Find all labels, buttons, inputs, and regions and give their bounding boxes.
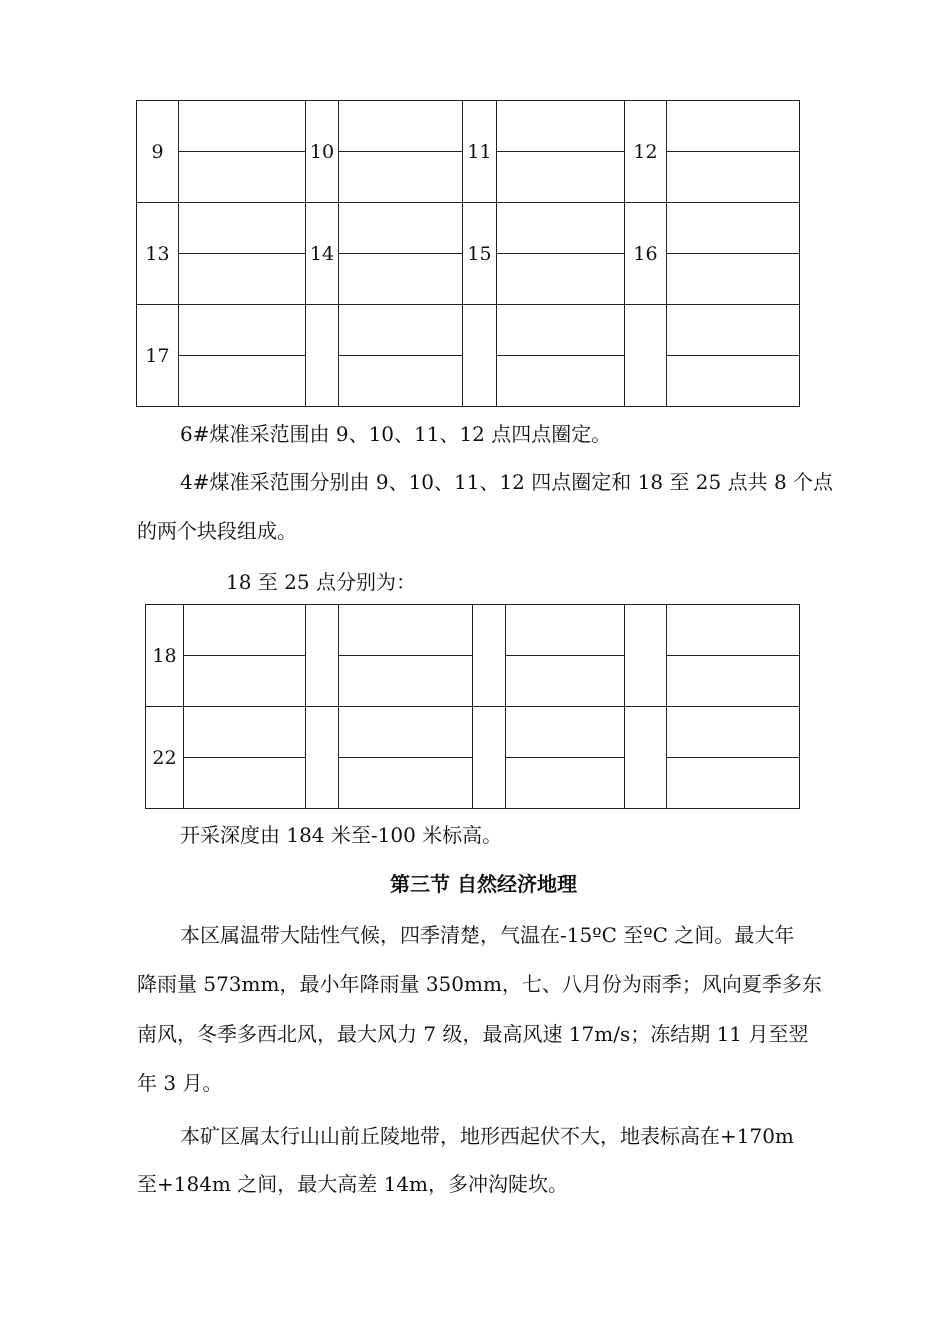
point-label <box>625 707 667 809</box>
y-coordinate-cell <box>667 356 800 407</box>
x-coordinate-cell <box>667 605 800 656</box>
point-label: 14 <box>306 203 339 305</box>
table-row <box>137 203 800 254</box>
y-coordinate-cell <box>339 152 463 203</box>
y-coordinate-cell <box>506 656 625 707</box>
y-coordinate-cell <box>184 656 306 707</box>
point-label: 10 <box>306 101 339 203</box>
y-coordinate-cell <box>339 254 463 305</box>
paragraph-points-intro: 18 至 25 点分别为： <box>226 570 416 594</box>
paragraph-mining-depth: 开采深度由 184 米至-100 米标高。 <box>180 823 503 847</box>
point-label <box>463 305 497 407</box>
x-coordinate-cell <box>667 203 800 254</box>
y-coordinate-cell <box>667 656 800 707</box>
point-label <box>473 605 506 707</box>
point-label: 11 <box>463 101 497 203</box>
paragraph-climate-line-4: 年 3 月。 <box>137 1071 223 1095</box>
y-coordinate-cell <box>667 152 800 203</box>
x-coordinate-cell <box>339 101 463 152</box>
table-row <box>146 605 800 656</box>
paragraph-terrain-line-1: 本矿区属太行山山前丘陵地带，地形西起伏不大，地表标高在+170m <box>180 1124 794 1148</box>
y-coordinate-cell <box>184 758 306 809</box>
y-coordinate-cell <box>506 758 625 809</box>
point-label: 12 <box>625 101 667 203</box>
x-coordinate-cell <box>497 305 625 356</box>
paragraph-climate-line-2: 降雨量 573mm，最小年降雨量 350mm，七、八月份为雨季；风向夏季多东 <box>137 972 822 996</box>
point-label <box>625 605 667 707</box>
x-coordinate-cell <box>497 101 625 152</box>
y-coordinate-cell <box>179 254 306 305</box>
paragraph-4-seam-range-line-1: 4#煤准采范围分别由 9、10、11、12 四点圈定和 18 至 25 点共 8 个点 <box>180 470 834 494</box>
y-coordinate-cell <box>497 254 625 305</box>
x-coordinate-cell <box>506 605 625 656</box>
x-coordinate-cell <box>184 605 306 656</box>
x-coordinate-cell <box>339 305 463 356</box>
table-row <box>146 707 800 758</box>
x-coordinate-cell <box>179 203 306 254</box>
paragraph-climate-line-1: 本区属温带大陆性气候，四季清楚，气温在-15ºC 至ºC 之间。最大年 <box>180 923 795 947</box>
y-coordinate-cell <box>667 758 800 809</box>
y-coordinate-cell <box>497 356 625 407</box>
x-coordinate-cell <box>339 203 463 254</box>
point-label <box>306 305 339 407</box>
point-label: 15 <box>463 203 497 305</box>
point-label <box>625 305 667 407</box>
point-label: 18 <box>146 605 184 707</box>
y-coordinate-cell <box>339 356 463 407</box>
coordinate-table-2 <box>145 604 800 809</box>
point-label: 16 <box>625 203 667 305</box>
section-heading: 第三节 自然经济地理 <box>390 872 577 896</box>
point-label <box>306 605 339 707</box>
x-coordinate-cell <box>179 305 306 356</box>
x-coordinate-cell <box>667 707 800 758</box>
coordinate-table-1 <box>136 100 800 407</box>
x-coordinate-cell <box>506 707 625 758</box>
table-row <box>137 101 800 152</box>
x-coordinate-cell <box>184 707 306 758</box>
paragraph-6-seam-range: 6#煤准采范围由 9、10、11、12 点四点圈定。 <box>180 422 612 446</box>
y-coordinate-cell <box>179 152 306 203</box>
y-coordinate-cell <box>339 656 473 707</box>
table-row <box>137 305 800 356</box>
y-coordinate-cell <box>339 758 473 809</box>
x-coordinate-cell <box>339 605 473 656</box>
y-coordinate-cell <box>667 254 800 305</box>
point-label: 22 <box>146 707 184 809</box>
y-coordinate-cell <box>497 152 625 203</box>
x-coordinate-cell <box>667 305 800 356</box>
point-label: 13 <box>137 203 179 305</box>
x-coordinate-cell <box>339 707 473 758</box>
y-coordinate-cell <box>179 356 306 407</box>
point-label <box>306 707 339 809</box>
point-label: 9 <box>137 101 179 203</box>
point-label: 17 <box>137 305 179 407</box>
paragraph-terrain-line-2: 至+184m 之间，最大高差 14m，多冲沟陡坎。 <box>137 1172 569 1196</box>
point-label <box>473 707 506 809</box>
paragraph-4-seam-range-line-2: 的两个块段组成。 <box>137 519 297 543</box>
x-coordinate-cell <box>497 203 625 254</box>
x-coordinate-cell <box>667 101 800 152</box>
paragraph-climate-line-3: 南风，冬季多西北风，最大风力 7 级，最高风速 17m/s；冻结期 11 月至翌 <box>137 1022 809 1046</box>
x-coordinate-cell <box>179 101 306 152</box>
